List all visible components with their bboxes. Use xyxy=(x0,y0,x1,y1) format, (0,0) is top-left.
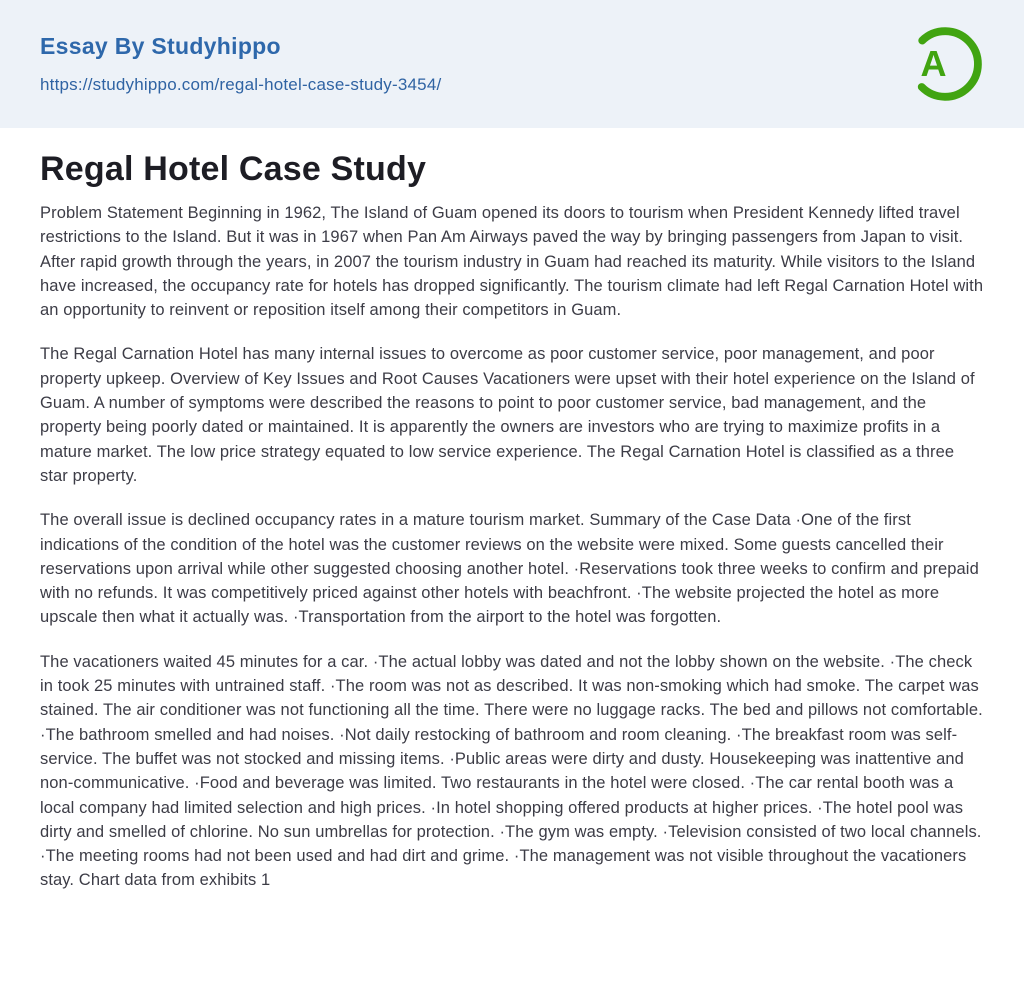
paragraph-vacationer-experience: The vacationers waited 45 minutes for a car. ·The actual lobby was dated and not the lobby shown on the website. ·The check in took 25 minutes with untrained staff. ·The room was not as described. It was non-smoking which had smoke. The carpet was stained. The air conditioner was not functioning all the time. There were no luggage racks. The bed and pillows not comfortable. ·The bathroom smelled and had noises. ·Not daily restocking of bathroom and room cleaning. ·The breakfast room was self-service. The buffet was not stocked and missing items. ·Public areas were dirty and dusty. Housekeeping was inattentive and non-communicative. ·Food and beverage was limited. Two restaurants in the hotel were closed. ·The car rental booth was a local company had limited selection and high prices. ·In hotel shopping offered products at higher prices. ·The hotel pool was dirty and smelled of chlorine. No sun umbrellas for protection. ·The gym was empty. ·Television consisted of two local channels. ·The meeting rooms had not been used and had dirt and grime. ·The management was not visible throughout the vacationers stay. Chart data from exhibits 1 xyxy=(40,652,983,890)
header-text-block xyxy=(40,33,441,95)
source-url-link[interactable]: https://studyhippo.com/regal-hotel-case-study-3454/ xyxy=(40,75,442,94)
studyhippo-logo-icon xyxy=(904,23,986,105)
paragraph-key-issues: The Regal Carnation Hotel has many internal issues to overcome as poor customer service, poor management, and poor property upkeep. Overview of Key Issues and Root Causes Vacationers were upset with their hotel experience on the Island of Guam. A number of symptoms were described the reasons to point to poor customer service, bad management, and the property being poorly dated or maintained. It is apparently the owners are investors who are trying to maximize profits in a mature market. The low price strategy equated to low service experience. The Regal Carnation Hotel is classified as a three star property. xyxy=(40,345,975,485)
article-body xyxy=(0,128,1024,893)
paragraph-problem-statement: Problem Statement Beginning in 1962, The Island of Guam opened its doors to tourism when President Kennedy lifted travel restrictions to the Island. But it was in 1967 when Pan Am Airways paved the way by bringing passengers from Japan to visit. After rapid growth through the years, in 2007 the tourism industry in Guam had reached its maturity. While visitors to the Island have increased, the occupancy rate for hotels has dropped significantly. The tourism climate had left Regal Carnation Hotel with an opportunity to reinvent or reposition itself among their competitors in Guam. xyxy=(40,204,984,320)
site-title: Essay By Studyhippo xyxy=(40,33,281,59)
header xyxy=(0,0,1024,128)
logo-letter: A xyxy=(920,42,947,84)
page-title: Regal Hotel Case Study xyxy=(40,150,427,188)
paragraph-case-data-summary: The overall issue is declined occupancy rates in a mature tourism market. Summary of the Case Data ·One of the first indications of the condition of the hotel was the customer reviews on the website were mixed. Some guests cancelled their reservations upon arrival while other suggested choosing another hotel. ·Reservations took three weeks to confirm and prepaid with no refunds. It was competitively priced against other hotels with beachfront. ·The website projected the hotel as more upscale then what it actually was. ·Transportation from the airport to the hotel was forgotten. xyxy=(40,511,979,627)
